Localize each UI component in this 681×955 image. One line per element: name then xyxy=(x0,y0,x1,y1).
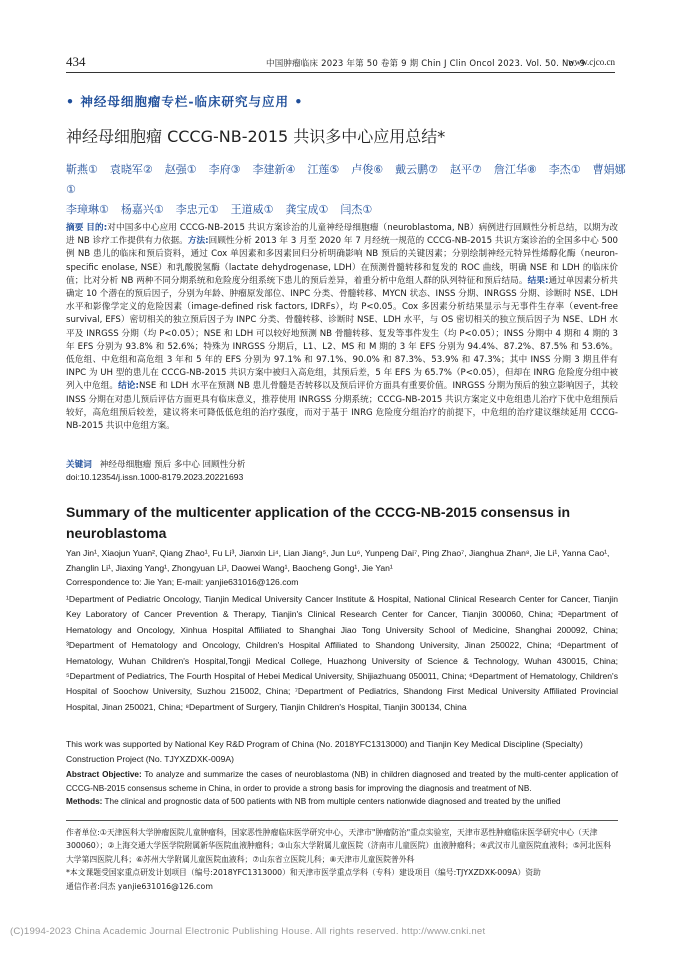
running-title: 中国肿瘤临床 2023 年第 50 卷第 9 期 Chin J Clin Oncol 2023. Vol. 50. No. 9 xyxy=(266,59,586,69)
doi[interactable]: doi:10.12354/j.issn.1000-8179.2023.20221693 xyxy=(66,472,244,482)
methods-en-label: Methods: xyxy=(66,797,103,807)
authors-cn xyxy=(66,160,626,220)
conclusions-cn-label: 结论: xyxy=(118,381,139,392)
objective-en-label: Objective: xyxy=(102,770,142,779)
journal-website[interactable]: www.cjco.cn xyxy=(568,57,615,67)
contact-footnote: 通信作者:闫杰 yanjie631016@126.com xyxy=(66,881,213,891)
author-cn: 袁晓军② xyxy=(109,163,153,176)
author-cn: 闫杰① xyxy=(340,203,373,216)
author-cn: 赵平⑦ xyxy=(450,163,482,176)
article-title-cn: 神经母细胞瘤 CCCG-NB-2015 共识多中心应用总结* xyxy=(66,127,446,146)
author-units-text: ①天津医科大学肿瘤医院儿童肿瘤科，国家恶性肿瘤临床医学研究中心，天津市"肿瘤防治"重点实验室，天津市恶性肿瘤临床医学研究中心（天津300060）；②上海交通大学医学院附属新华医院血液肿瘤科；③山东大学附属儿童医院（济南市儿童医院）血液肿瘤科；④武汉市儿童医院血液科；⑤河北医科大学第四医院儿科；⑥苏州大学附属儿童医院血液科；⑦山东省立医院儿科；⑧天津市儿童医院普外科 xyxy=(66,828,612,864)
author-cn: 卢俊⑥ xyxy=(351,163,384,176)
objective-en: To analyze and summarize the cases of neuroblastoma (NB) in children diagnosed and treated by the multi-center application of CCCG-NB-2015 consensus scheme in China, in order to provide a strong basis for improving the diagnosis and treatment of NB. xyxy=(66,770,618,793)
author-cn: 杨嘉兴① xyxy=(120,203,164,216)
author-cn: 龚宝成① xyxy=(285,203,329,216)
author-cn: 江莲⑤ xyxy=(307,163,340,176)
author-cn: 靳燕① xyxy=(66,163,98,176)
author-cn: 李忠元① xyxy=(175,203,219,216)
author-cn: 王道威① xyxy=(230,203,274,216)
authors-en: Yan Jin¹, Xiaojun Yuan², Qiang Zhao¹, Fu Li³, Jianxin Li⁴, Lian Jiang⁵, Jun Lu⁶, Yunpeng Dai⁷, Ping Zhao⁷, Jianghua Zhan⁸, Jie Li¹, Yanna Cao¹, Zhanglin Li¹, Jiaxing Yang¹, Zhongyuan Li¹, Daowei Wang¹, Baocheng Gong¹, Jie Yan¹ xyxy=(66,548,610,573)
author-cn: 李杰① xyxy=(548,163,581,176)
abstract-en xyxy=(66,768,618,809)
author-cn: 赵强① xyxy=(164,163,197,176)
authors-cn-line-1 xyxy=(66,160,626,200)
author-cn: 曹娟娜① xyxy=(66,163,626,196)
methods-en: The clinical and prognostic data of 500 patients with NB from multiple centers nationwide diagnosed and treated by the unified xyxy=(104,797,561,807)
results-cn: 通过单因素分析共确定 10 个潜在的预后因子，分别为年龄、肿瘤原发部位、INPC 分类、骨髓转移、MYCN 状态、INSS 分期、INRGSS 分期、诊断时 NSE、LDH 水平和影像学定义的危险因素（image-defined risk factors, IDRFs），均 P<0.05。Cox 多因素分析结果显示与无事件生存率（event-free survival, EFS）密切相关的独立预后因子为 INPC 分类、骨髓转移、诊断时 NSE、LDH 水平，与 OS 密切相关的独立预后因子为 NSE、LDH 水平及 INRGSS 分期（均 P<0.05）；NSE 和 LDH 可以较好地预测 NB 骨髓转移、复发等事件发生（均 P<0.05）；INSS 分期中 4 期和 4 期的 3 年 EFS 分别为 93.8% 和 52.6%；特殊为 INRGSS 分期后，L1、L2、MS 和 M 期的 3 年 EFS 分别为 94.4%、87.2%、87.5% 和 53.6%。低危组、中危组和高危组 3 年和 5 年的 EFS 分别为 97.1% 和 97.1%、90.0% 和 87.3%、53.9% 和 47.3%；其中 INSS 分期 3 期且伴有 INPC 为 UH 型的患儿在 CCCG-NB-2015 共识方案中被归入高危组，其预后差，5 年 EFS 为 65.7%（P<0.05），但却在 INRG 危险度分组中被列入中危组。 xyxy=(66,275,619,392)
keywords-cn-label: 关键词 xyxy=(66,460,92,470)
footnotes xyxy=(66,826,618,893)
results-cn-label: 结果: xyxy=(527,275,549,286)
abstract-cn xyxy=(66,222,618,433)
methods-cn: 回顾性分析 2013 年 3 月至 2020 年 7 月经统一规范的 CCCG-NB-2015 共识方案诊治的全国多中心 500 例 NB 患儿的临床和预后资料，通过 Cox 单因素和多因素回归分析明确影响 NB 预后的关键因素；分别绘制神经元特异性烯醇化酶（neuron-specific enolase, NSE）和乳酸脱氢酶（lactate dehydrogenase, LDH）在预测骨髓转移和复发的 ROC 曲线，明确 NSE 和 LDH 的临床价值；比对分析 NB 两种不同分期系统和危险度分组系统下患儿的预后差异，着重分析中危组人群的队列特征和预后结局。 xyxy=(66,236,619,286)
abstract-en-label: Abstract xyxy=(66,770,100,779)
page-number: 434 xyxy=(66,54,86,69)
keywords-cn-text: 神经母细胞瘤 预后 多中心 回顾性分析 xyxy=(99,460,246,470)
author-cn: 李建新④ xyxy=(252,163,296,176)
author-units-label: 作者单位: xyxy=(66,828,100,837)
author-cn: 李璋琳① xyxy=(66,203,109,216)
abstract-cn-label: 摘要 xyxy=(66,223,84,233)
page-header xyxy=(66,54,615,73)
keywords-cn xyxy=(66,458,246,470)
column-banner: • 神经母细胞瘤专栏-临床研究与应用 • xyxy=(66,94,304,109)
objective-cn: 对中国多中心应用 CCCG-NB-2015 共识方案诊治的儿童神经母细胞瘤（neuroblastoma, NB）病例进行回顾性分析总结，以期为改进 NB 诊疗工作提供有力依据。 xyxy=(66,223,618,247)
affiliations-en: ¹Department of Pediatric Oncology, Tianjin Medical University Cancer Institute & Hospital, National Clinical Research Center for Cancer, Tianjin Key Laboratory of Cancer Prevention & Therapy, Tianjin's Clinical Research Center for Cancer, Tianjin 300060, China; ²Department of Hematology and Oncology, Xinhua Hospital Affiliated to Shanghai Jiao Tong University School of Medicine, Shanghai 200092, China; ³Department of Hematology and Oncology, Children's Hospital Affiliated to Shandong University, Jinan 250022, China; ⁴Department of Hematology, Wuhan Children's Hospital,Tongji Medical College, Huazhong University of Science & Technology, Wuhan 430015, China; ⁵Department of Pediatrics, The Fourth Hospital of Hebei Medical University, Shijiazhuang 050011, China; ⁶Department of Hematology, Children's Hospital of Soochow University, Suzhou 215002, China; ⁷Department of Pediatrics, Shandong First Medical University Affiliated Provincial Hospital, Jinan 250021, China; ⁸Department of Surgery, Tianjin Children's Hospital, Tianjin 300134, China xyxy=(66,594,618,712)
project-footnote: *本文课题受国家重点研发计划项目（编号:2018YFC1313000）和天津市医学重点学科（专科）建设项目（编号:TJYXZDXK-009A）资助 xyxy=(66,868,541,878)
authors-cn-line-2 xyxy=(66,200,626,220)
objective-cn-label: 目的: xyxy=(86,223,108,233)
author-cn: 李府③ xyxy=(208,163,241,176)
article-title-en: Summary of the multicenter application of the CCCG-NB-2015 consensus in neuroblastoma xyxy=(66,504,571,541)
conclusions-cn: NSE 和 LDH 水平在预测 NB 患儿骨髓是否转移以及预后评价方面具有重要价值。INRGSS 分期为预后的独立影响因子，其较 INSS 分期在对患儿预后评估方面更具有临床意义，推荐使用 INRGSS 分期系统；CCCG-NB-2015 共识方案定义中危组患儿治疗下优中危组预后较好，高危组预后较差，建议将来可降低低危组的治疗强度，而对于基于 INRG 危险度分组治疗的前提下，中危组的治疗建议继续延用 CCCG-NB-2015 共识中危组方案。 xyxy=(66,381,618,432)
funding-en: This work was supported by National Key R&D Program of China (No. 2018YFC1313000) and Tianjin Key Medical Discipline (Specialty) Construction Project (No. TJYXZDXK-009A) xyxy=(66,739,583,765)
author-cn: 詹江华⑧ xyxy=(493,163,537,176)
author-cn: 戴云鹏⑦ xyxy=(395,163,438,176)
correspondence: Correspondence to: Jie Yan; E-mail: yanjie631016@126.com xyxy=(66,577,299,587)
copyright-watermark: (C)1994-2023 China Academic Journal Electronic Publishing House. All rights reserved. http://www.cnki.net xyxy=(10,926,486,937)
footnote-divider xyxy=(66,820,618,821)
author-units xyxy=(66,826,618,866)
methods-cn-label: 方法: xyxy=(187,236,209,247)
